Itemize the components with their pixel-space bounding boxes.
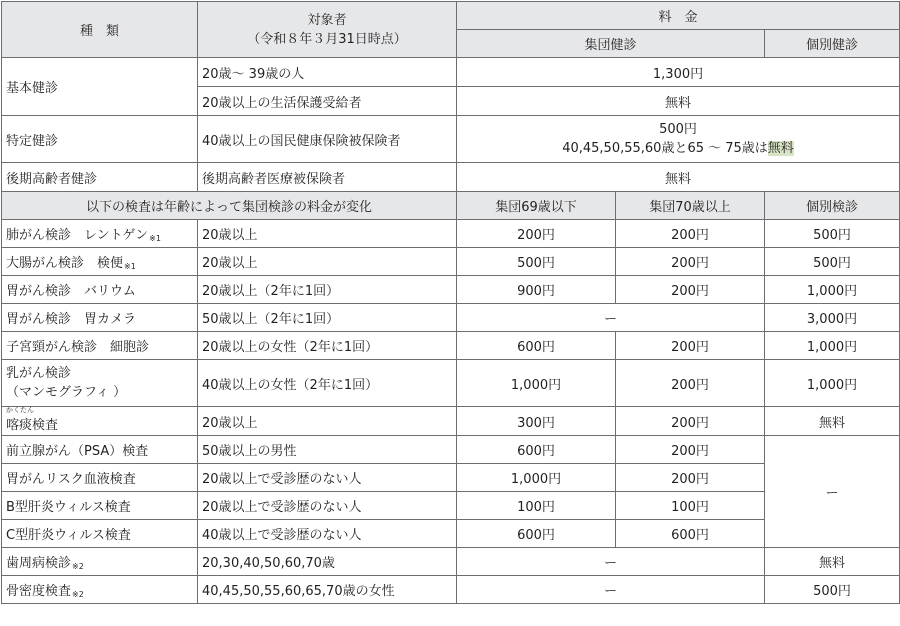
exam-colon-o70: 200円	[616, 248, 765, 276]
specific-target: 40歳以上の国民健康保険被保険者	[198, 116, 457, 163]
specific-name: 特定健診	[2, 116, 198, 163]
exam-psa-target: 50歳以上の男性	[198, 436, 457, 464]
exam-bone-name	[2, 576, 198, 604]
exam-periodontal-name	[2, 548, 198, 576]
exam-stomach-barium-o70: 200円	[616, 276, 765, 304]
exam-breast-name-line1: 乳がん検診	[6, 366, 72, 381]
exam-periodontal-label: 歯周病検診	[6, 556, 72, 571]
basic-row2-target: 20歳以上の生活保護受給者	[198, 87, 457, 116]
exam-hepc-name: C型肝炎ウィルス検査	[2, 520, 198, 548]
specific-fee-line2: 40,45,50,55,60歳と65 ～ 75歳は	[562, 141, 768, 156]
exam-colon-ind: 500円	[765, 248, 900, 276]
exam-stomach-barium-target: 20歳以上（2年に1回）	[198, 276, 457, 304]
exam-bone-group: ー	[457, 576, 765, 604]
exam-sputum-name	[2, 407, 198, 436]
header-target-note: （令和８年３月31日時点）	[247, 31, 407, 47]
exam-breast-u69: 1,000円	[457, 360, 616, 407]
exam-cervical-target: 20歳以上の女性（2年に1回）	[198, 332, 457, 360]
exam-cervical-o70: 200円	[616, 332, 765, 360]
exam-hepc-o70: 600円	[616, 520, 765, 548]
exam-periodontal-note: ※2	[72, 562, 84, 571]
exam-hepc-u69: 600円	[457, 520, 616, 548]
exam-abc-u69: 1,000円	[457, 464, 616, 492]
checkup-fee-table	[1, 1, 900, 604]
exam-lung-u69: 200円	[457, 220, 616, 248]
exam-breast-target: 40歳以上の女性（2年に1回）	[198, 360, 457, 407]
header-target	[198, 2, 457, 58]
exam-hepb-o70: 100円	[616, 492, 765, 520]
exam-cervical-name: 子宮頸がん検診 細胞診	[2, 332, 198, 360]
exam-colon-name	[2, 248, 198, 276]
exam-stomach-camera-ind: 3,000円	[765, 304, 900, 332]
specific-fee-free: 無料	[767, 141, 794, 156]
exam-stomach-barium-ind: 1,000円	[765, 276, 900, 304]
exam-sputum-ruby-wrap	[6, 406, 59, 433]
exam-sputum-u69: 300円	[457, 407, 616, 436]
basic-row1-fee: 1,300円	[457, 58, 900, 87]
elderly-target: 後期高齢者医療被保険者	[198, 163, 457, 192]
exam-abc-name: 胃がんリスク血液検査	[2, 464, 198, 492]
exam-breast-name-line2: （マンモグラフィ ）	[6, 385, 127, 400]
exam-hepb-target: 20歳以上で受診歴のない人	[198, 492, 457, 520]
specific-fee-line1: 500円	[659, 122, 697, 137]
exam-bone-label: 骨密度検査	[6, 584, 72, 599]
basic-row2-fee: 無料	[457, 87, 900, 116]
specific-fee	[457, 116, 900, 163]
basic-row1-target: 20歳～ 39歳の人	[198, 58, 457, 87]
exam-breast-o70: 200円	[616, 360, 765, 407]
exam-abc-o70: 200円	[616, 464, 765, 492]
exam-sputum-ind: 無料	[765, 407, 900, 436]
exam-bone-note: ※2	[72, 590, 84, 599]
exam-sputum-ruby: かくたん	[6, 406, 34, 414]
exam-colon-label: 大腸がん検診 検便	[6, 256, 124, 271]
elderly-fee: 無料	[457, 163, 900, 192]
exam-cervical-ind: 1,000円	[765, 332, 900, 360]
exam-abc-target: 20歳以上で受診歴のない人	[198, 464, 457, 492]
exam-cervical-u69: 600円	[457, 332, 616, 360]
basic-name: 基本健診	[2, 58, 198, 116]
exam-psa-name: 前立腺がん（PSA）検査	[2, 436, 198, 464]
exam-lung-ind: 500円	[765, 220, 900, 248]
header-fee: 料 金	[457, 2, 900, 30]
exam-bone-ind: 500円	[765, 576, 900, 604]
exam-lung-note: ※1	[149, 234, 161, 243]
exam-breast-ind: 1,000円	[765, 360, 900, 407]
exam-stomach-barium-u69: 900円	[457, 276, 616, 304]
header-individual: 個別健診	[765, 30, 900, 58]
exam-bone-target: 40,45,50,55,60,65,70歳の女性	[198, 576, 457, 604]
exam-stomach-barium-name: 胃がん検診 バリウム	[2, 276, 198, 304]
exam-stomach-camera-name: 胃がん検診 胃カメラ	[2, 304, 198, 332]
exam-hepc-target: 40歳以上で受診歴のない人	[198, 520, 457, 548]
exam-lung-o70: 200円	[616, 220, 765, 248]
exam-periodontal-target: 20,30,40,50,60,70歳	[198, 548, 457, 576]
exam-psa-u69: 600円	[457, 436, 616, 464]
exam-header-group-o70: 集団70歳以上	[616, 192, 765, 220]
elderly-name: 後期高齢者健診	[2, 163, 198, 192]
header-kind: 種 類	[2, 2, 198, 58]
exam-header-group-u69: 集団69歳以下	[457, 192, 616, 220]
exam-stomach-camera-target: 50歳以上（2年に1回）	[198, 304, 457, 332]
exam-sputum-o70: 200円	[616, 407, 765, 436]
exam-lung-label: 肺がん検診 レントゲン	[6, 228, 149, 243]
exam-breast-name	[2, 360, 198, 407]
exam-sputum-target: 20歳以上	[198, 407, 457, 436]
exam-periodontal-ind: 無料	[765, 548, 900, 576]
exam-merged-ind: ー	[765, 436, 900, 548]
exam-sputum-label: 喀痰検査	[6, 418, 59, 433]
exam-hepb-name: B型肝炎ウィルス検査	[2, 492, 198, 520]
exam-colon-target: 20歳以上	[198, 248, 457, 276]
exam-psa-o70: 200円	[616, 436, 765, 464]
exam-stomach-camera-group: ー	[457, 304, 765, 332]
header-group: 集団健診	[457, 30, 765, 58]
exam-header-title: 以下の検査は年齢によって集団検診の料金が変化	[2, 192, 457, 220]
exam-periodontal-group: ー	[457, 548, 765, 576]
exam-colon-note: ※1	[124, 262, 136, 271]
exam-hepb-u69: 100円	[457, 492, 616, 520]
exam-colon-u69: 500円	[457, 248, 616, 276]
header-target-label: 対象者	[307, 12, 347, 28]
exam-lung-name	[2, 220, 198, 248]
exam-lung-target: 20歳以上	[198, 220, 457, 248]
exam-header-individual: 個別検診	[765, 192, 900, 220]
